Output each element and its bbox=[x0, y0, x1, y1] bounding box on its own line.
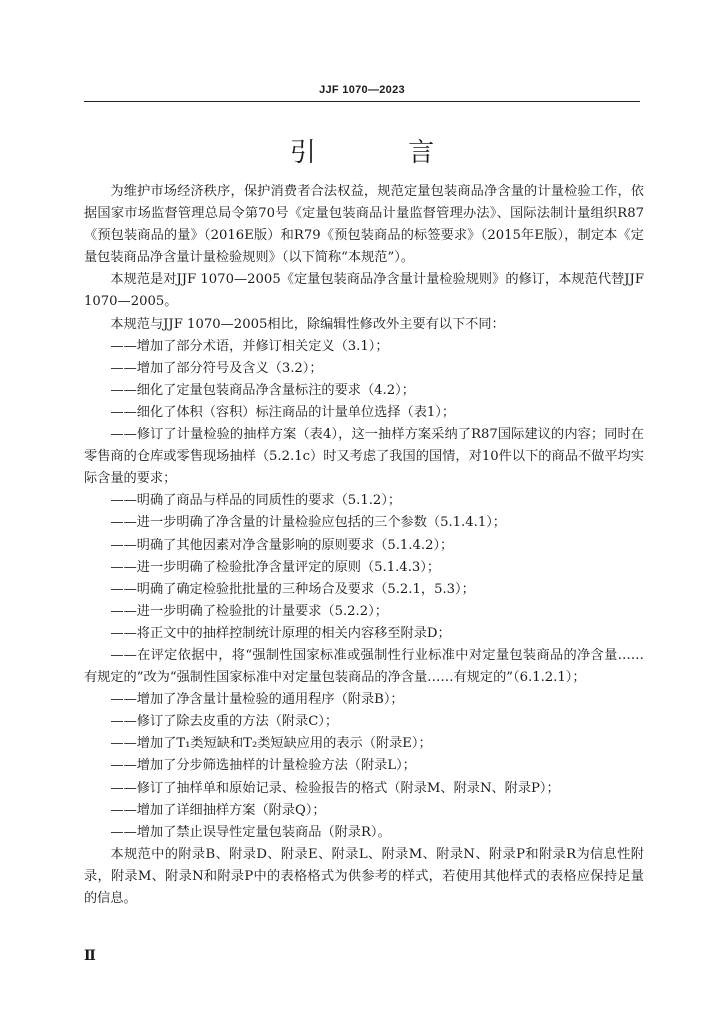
body-text bbox=[84, 181, 644, 910]
list-item: ——明确了确定检验批批量的三种场合及要求（5.2.1，5.3）； bbox=[110, 581, 475, 597]
list-item: ——修订了抽样单和原始记录、检验报告的格式（附录M、附录N、附录P）； bbox=[110, 780, 560, 796]
header-rule bbox=[84, 101, 640, 102]
list-item: ——增加了详细抽样方案（附录Q）； bbox=[110, 802, 326, 818]
list-item: ——增加了分步筛选抽样的计量检验方法（附录L）； bbox=[110, 758, 416, 774]
list-item: ——修订了除去皮重的方法（附录C）； bbox=[110, 714, 339, 730]
list-item: ——增加了部分术语，并修订相关定义（3.1）； bbox=[110, 338, 389, 354]
list-item: ——修订了计量检验的抽样方案（表4），这一抽样方案采纳了R87国际建议的内容；同时在零售商的仓库或零售现场抽样（5.2.1c）时又考虑了我国的国情，对10件以下的商品不做平均实际含量的要求； bbox=[84, 427, 644, 487]
paragraph: 本规范中的附录B、附录D、附录E、附录L、附录M、附录N、附录P和附录R为信息性附录，附录M、附录N和附录P中的表格格式为供参考的样式，若使用其他样式的表格应保持足量的信息。 bbox=[84, 846, 644, 906]
list-item: ——将正文中的抽样控制统计原理的相关内容移至附录D； bbox=[110, 625, 451, 641]
list-item: ——细化了定量包装商品净含量标注的要求（4.2）； bbox=[110, 382, 415, 398]
list-item: ——增加了部分符号及含义（3.2）； bbox=[110, 360, 323, 376]
paragraph: 本规范与JJF 1070—2005相比，除编辑性修改外主要有以下不同： bbox=[110, 316, 505, 332]
list-item: ——进一步明确了检验批的计量要求（5.2.2）； bbox=[110, 603, 388, 619]
page-number: Ⅱ bbox=[84, 948, 96, 964]
list-item: ——明确了其他因素对净含量影响的原则要求（5.1.4.2）； bbox=[110, 537, 454, 553]
running-header: JJF 1070—2023 bbox=[319, 84, 405, 96]
list-item: ——进一步明确了检验批净含量评定的原则（5.1.4.3）； bbox=[110, 559, 441, 575]
paragraph: 为维护市场经济秩序，保护消费者合法权益，规范定量包装商品净含量的计量检验工作，依据国家市场监督管理总局令第70号《定量包装商品计量监督管理办法》、国际法制计量组织R87《预包装商品的量》（2016E版）和R79《预包装商品的标签要求》（2015年E版），制定本《定量包装商品净含量计量检验规则》（以下简称“本规范”）。 bbox=[84, 184, 644, 266]
paragraph: 本规范是对JJF 1070—2005《定量包装商品净含量计量检验规则》的修订，本规范代替JJF 1070—2005。 bbox=[84, 272, 644, 310]
list-item: ——细化了体积（容积）标注商品的计量单位选择（表1）； bbox=[110, 404, 456, 420]
list-item: ——增加了T₁类短缺和T₂类短缺应用的表示（附录E）； bbox=[110, 736, 432, 752]
list-item: ——增加了禁止误导性定量包装商品（附录R）。 bbox=[110, 824, 391, 840]
list-item: ——在评定依据中，将“强制性国家标准或强制性行业标准中对定量包装商品的净含量……有规定的”改为“强制性国家标准中对定量包装商品的净含量……有规定的”（6.1.2.1）； bbox=[84, 647, 644, 686]
list-item: ——进一步明确了净含量的计量检验应包括的三个参数（5.1.4.1）； bbox=[110, 515, 506, 531]
page-title: 引 言 bbox=[289, 138, 477, 168]
list-item: ——明确了商品与样品的同质性的要求（5.1.2）； bbox=[110, 493, 402, 509]
list-item: ——增加了净含量计量检验的通用程序（附录B）； bbox=[110, 692, 404, 708]
